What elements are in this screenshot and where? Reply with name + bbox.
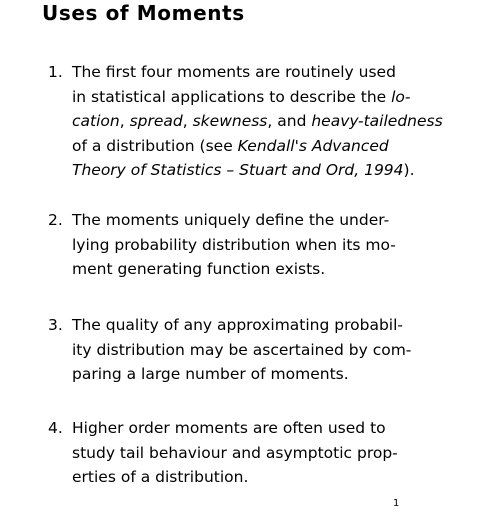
text-run: , xyxy=(182,112,193,130)
text-run: , xyxy=(119,112,130,130)
text-run: lying probability distribution when its mo- xyxy=(72,235,396,254)
text-line xyxy=(72,416,468,441)
italic-text: Kendall's Advanced xyxy=(237,136,389,155)
text-run: erties of a distribution. xyxy=(72,468,249,486)
text-run: The quality of any approximating probabil- xyxy=(72,316,403,334)
text-line xyxy=(72,134,468,159)
text-line xyxy=(72,60,468,85)
text-line xyxy=(72,109,468,134)
list-item-text xyxy=(48,313,468,387)
italic-text: cation xyxy=(72,112,120,130)
text-line xyxy=(72,338,468,363)
list-item-number: 2. xyxy=(48,211,63,229)
text-run: of a distribution (see xyxy=(72,136,238,155)
text-line xyxy=(72,257,468,282)
text-run: in statistical applications to describe the xyxy=(72,87,392,106)
text-line xyxy=(72,158,468,183)
text-line xyxy=(72,441,468,466)
list-item-text xyxy=(48,416,468,490)
text-run: study tail behaviour and asymptotic prop- xyxy=(72,443,398,462)
page-title: Uses of Moments xyxy=(42,1,245,25)
italic-text: lo- xyxy=(391,87,411,106)
text-run: The moments uniquely define the under- xyxy=(72,211,390,229)
text-run: The first four moments are routinely used xyxy=(72,63,396,81)
list-item xyxy=(48,313,468,387)
italic-text: heavy-tailedness xyxy=(311,112,443,130)
text-line xyxy=(72,465,468,490)
text-line xyxy=(72,208,468,233)
text-run: , and xyxy=(267,112,312,130)
text-line xyxy=(72,85,468,110)
list-item xyxy=(48,416,468,490)
page-number: 1 xyxy=(393,498,400,509)
italic-text: Theory of Statistics – Stuart and Ord, 1994 xyxy=(72,161,404,179)
list-item xyxy=(48,208,468,282)
text-run: ity distribution may be ascertained by com- xyxy=(72,340,412,359)
text-run: ). xyxy=(403,161,415,179)
list-item-number: 3. xyxy=(48,316,63,334)
list-item xyxy=(48,60,468,183)
list-item-text xyxy=(48,208,468,282)
list-item-number: 4. xyxy=(48,419,63,437)
text-line xyxy=(72,362,468,387)
italic-text: spread xyxy=(129,112,183,130)
text-run: Higher order moments are often used to xyxy=(72,419,386,437)
italic-text: skewness xyxy=(192,112,268,130)
list-item-number: 1. xyxy=(48,63,63,81)
text-run: paring a large number of moments. xyxy=(72,365,349,383)
text-line xyxy=(72,313,468,338)
list-item-text xyxy=(48,60,468,183)
text-run: ment generating function exists. xyxy=(72,260,326,278)
text-line xyxy=(72,233,468,258)
